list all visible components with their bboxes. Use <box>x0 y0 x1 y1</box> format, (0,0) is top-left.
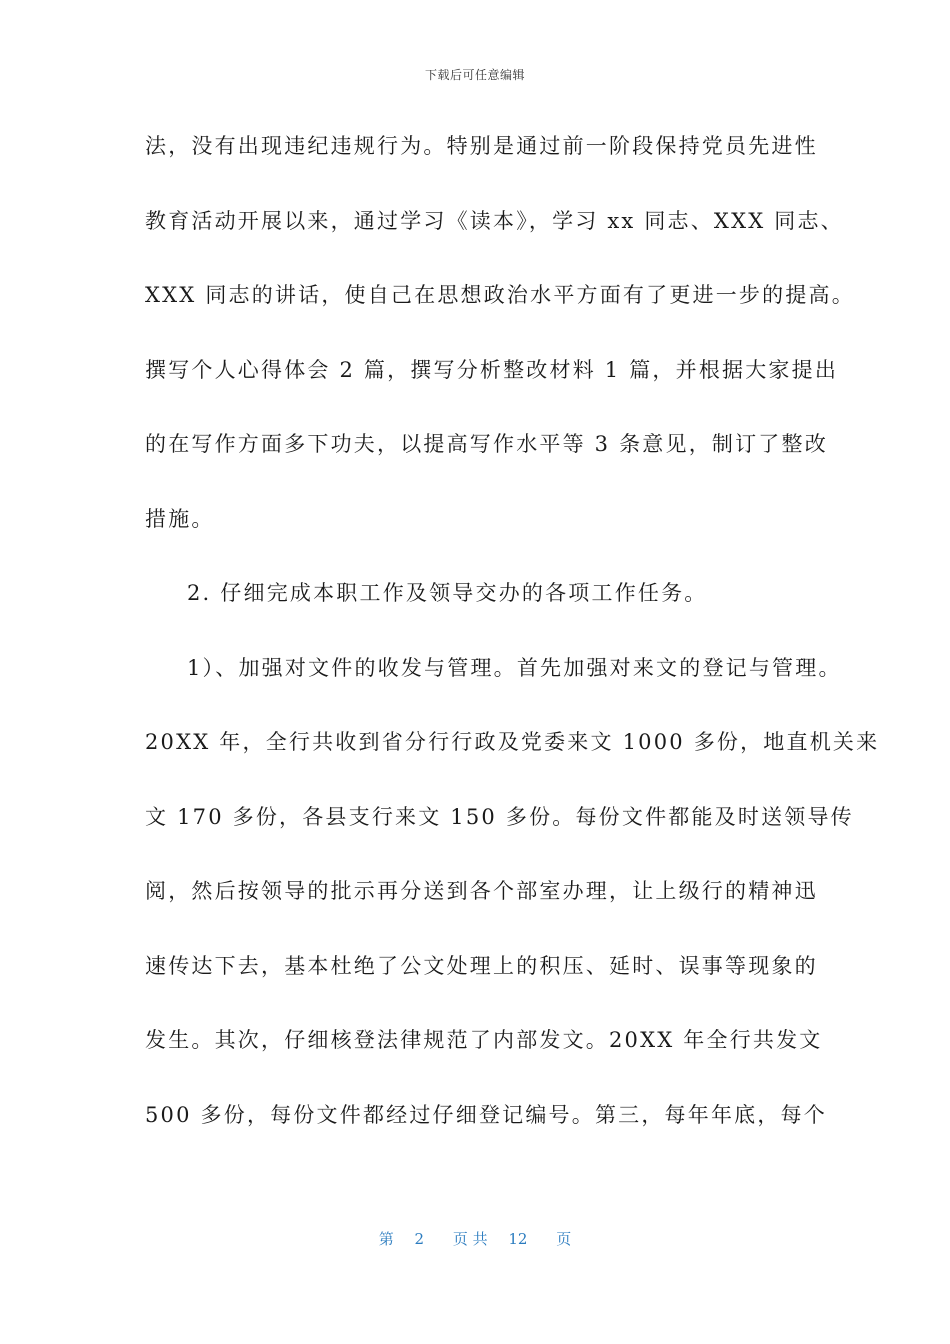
document-body <box>145 126 880 1169</box>
paragraph-line: 文 170 多份，各县支行来文 150 多份。每份文件都能及时送领导传 <box>145 804 854 829</box>
paragraph-line: 撰写个人心得体会 2 篇，撰写分析整改材料 1 篇，并根据大家提出 <box>145 357 839 382</box>
paragraph-line: 500 多份，每份文件都经过仔细登记编号。第三，每年年底，每个 <box>145 1102 827 1127</box>
page-header: 下载后可任意编辑 <box>424 68 525 82</box>
paragraph-line: 教育活动开展以来，通过学习《读本》，学习 xx 同志、XXX 同志、 <box>145 208 844 233</box>
paragraph-line: 的在写作方面多下功夫，以提高写作水平等 3 条意见，制订了整改 <box>145 432 828 456</box>
page-footer <box>0 1228 950 1249</box>
paragraph-line: XXX 同志的讲话，使自己在思想政治水平方面有了更进一步的提高。 <box>145 283 855 307</box>
footer-end-label: 页 <box>556 1230 572 1248</box>
section-heading: 2. 仔细完成本职工作及领导交办的各项工作任务。 <box>187 581 708 605</box>
paragraph-line: 发生。其次，仔细核登法律规范了内部发文。20XX 年全行共发文 <box>145 1028 823 1052</box>
paragraph-line: 速传达下去，基本杜绝了公文处理上的积压、延时、误事等现象的 <box>145 953 818 978</box>
paragraph-line: 1）、加强对文件的收发与管理。首先加强对来文的登记与管理。 <box>187 655 842 680</box>
paragraph-line: 20XX 年，全行共收到省分行行政及党委来文 1000 多份，地直机关来 <box>145 730 880 754</box>
total-pages-number: 12 <box>508 1230 528 1248</box>
current-page-number: 2 <box>414 1230 425 1248</box>
footer-page-label: 第 <box>378 1230 394 1248</box>
footer-of-label: 页 共 <box>452 1230 488 1248</box>
paragraph-line: 法，没有出现违纪违规行为。特别是通过前一阶段保持党员先进性 <box>145 134 818 158</box>
paragraph-line: 措施。 <box>145 506 215 531</box>
paragraph-line: 阅，然后按领导的批示再分送到各个部室办理，让上级行的精神迅 <box>145 879 818 903</box>
